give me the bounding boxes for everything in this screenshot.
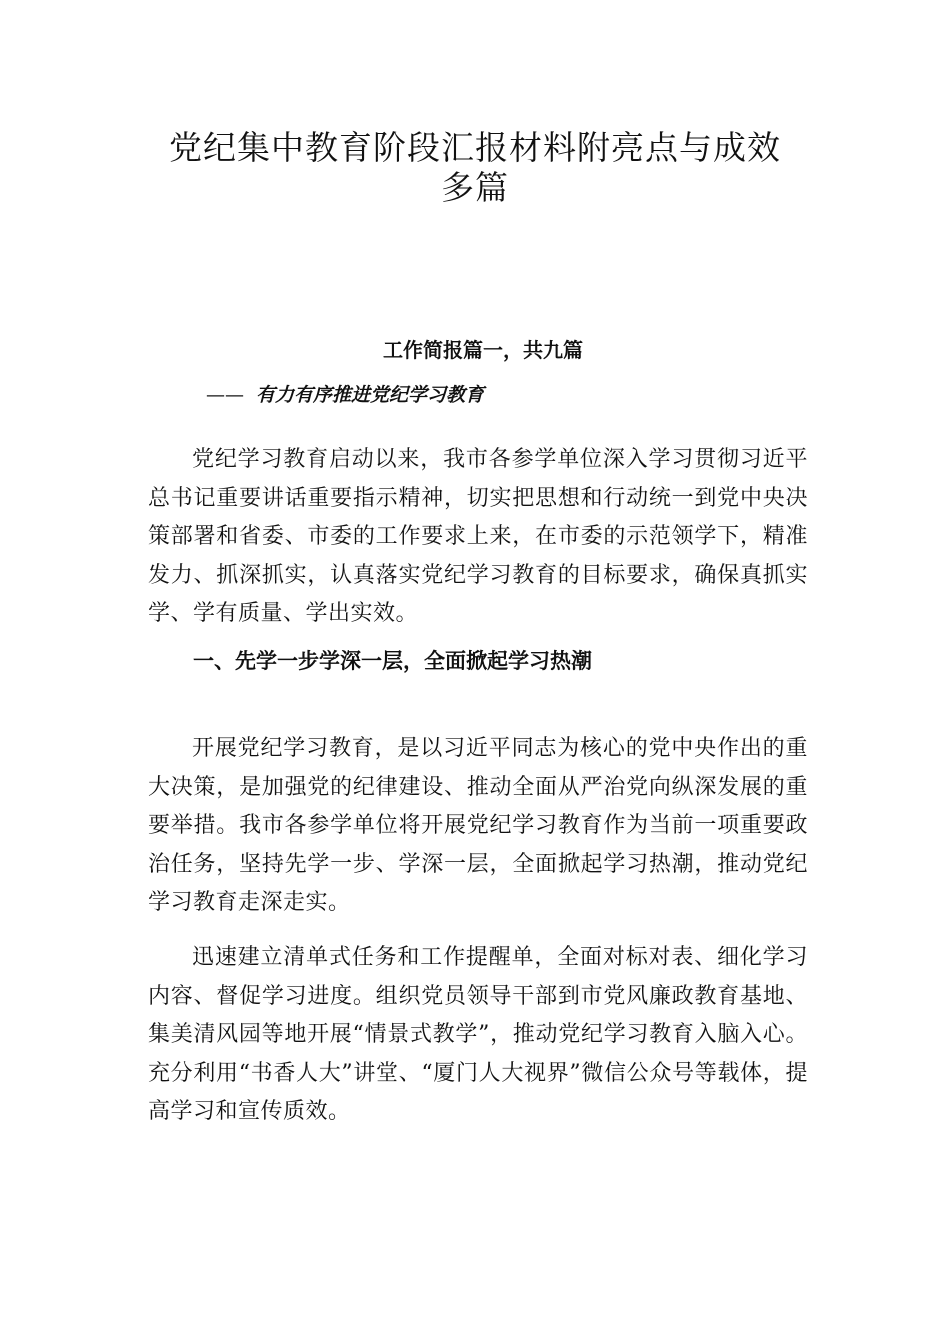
document-title-line2: 多篇	[441, 168, 509, 207]
document-title-line1: 党纪集中教育阶段汇报材料附亮点与成效	[169, 128, 781, 167]
section-heading-1: 一、先学一步学深一层，全面掀起学习热潮	[193, 649, 592, 673]
subline-dash: ——	[206, 384, 244, 406]
subline-text: 有力有序推进党纪学习教育	[256, 384, 485, 406]
section-subtitle: 工作简报篇一，共九篇	[383, 338, 583, 362]
paragraph-3: 迅速建立清单式任务和工作提醒单，全面对标对表、细化学习内容、督促学习进度。组织党员领导干部到市党风廉政教育基地、集美清风园等地开展“情景式教学”，推动党纪学习教育入脑入心。充分利用“书香人大”讲堂、“厦门人大视界”微信公众号等载体，提高学习和宣传质效。	[148, 945, 808, 1125]
paragraph-intro: 党纪学习教育启动以来，我市各参学单位深入学习贯彻习近平总书记重要讲话重要指示精神，切实把思想和行动统一到党中央决策部署和省委、市委的工作要求上来，在市委的示范领学下，精准发力、抓深抓实，认真落实党纪学习教育的目标要求，确保真抓实学、学有质量、学出实效。	[148, 447, 808, 627]
paragraph-2: 开展党纪学习教育，是以习近平同志为核心的党中央作出的重大决策，是加强党的纪律建设、推动全面从严治党向纵深发展的重要举措。我市各参学单位将开展党纪学习教育作为当前一项重要政治任务，坚持先学一步、学深一层，全面掀起学习热潮，推动党纪学习教育走深走实。	[148, 736, 808, 916]
section-subline	[206, 381, 484, 409]
